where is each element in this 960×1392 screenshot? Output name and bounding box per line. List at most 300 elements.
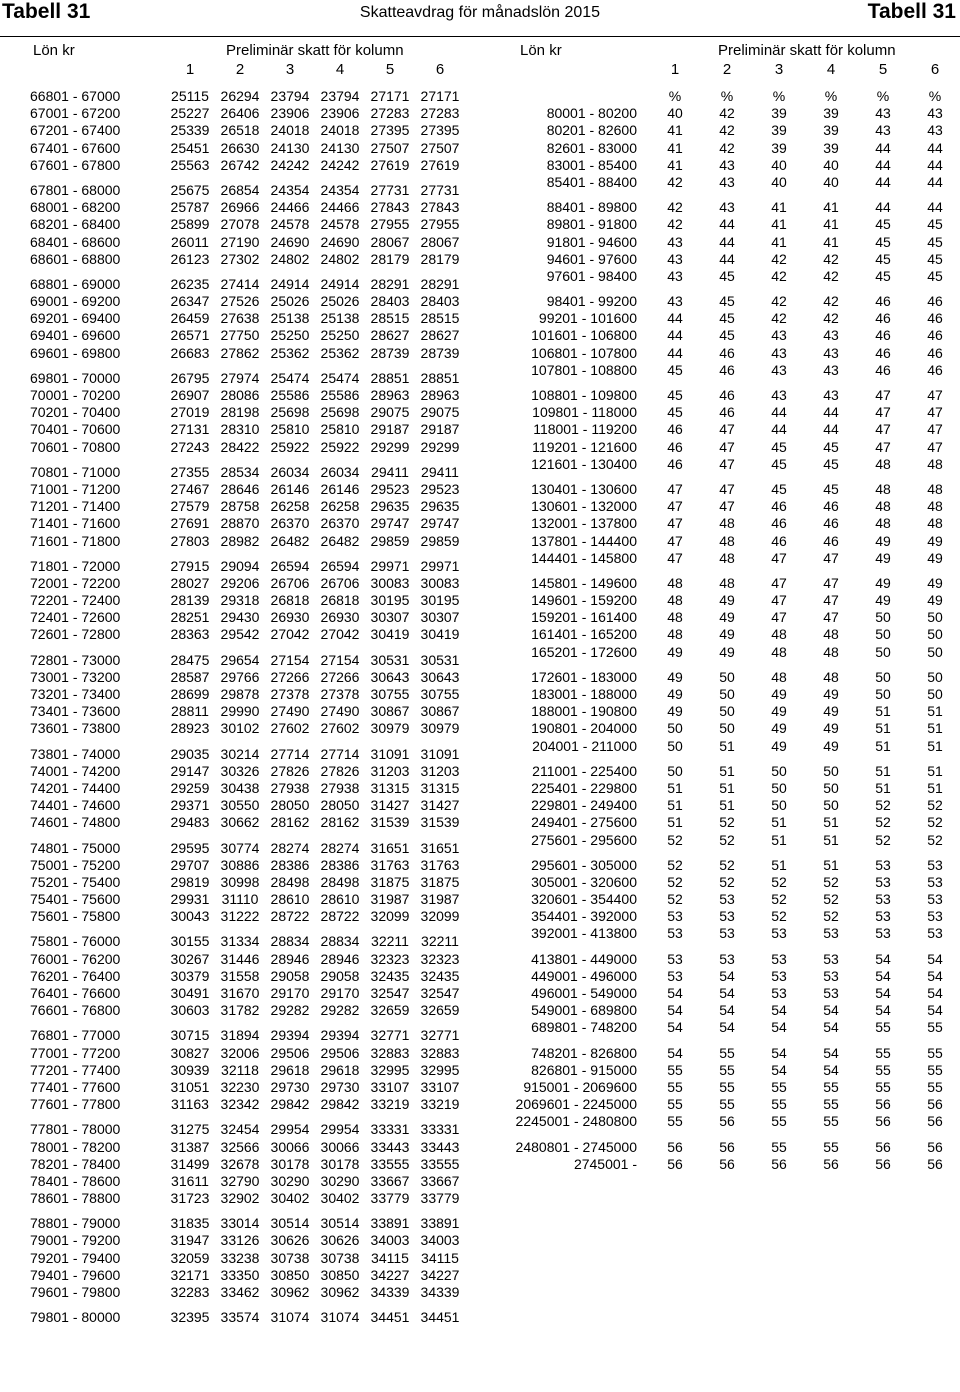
tax-cell: 46 <box>823 515 839 532</box>
salary-range: 70401 - 70600 <box>30 421 121 438</box>
salary-range: 144401 - 145800 <box>531 549 637 566</box>
table-row <box>480 362 960 379</box>
tax-cell: 32771 <box>420 1027 460 1044</box>
tax-cell: 30419 <box>370 626 410 643</box>
tax-cell: 25563 <box>170 156 210 173</box>
tax-cell: 49 <box>823 737 839 754</box>
table-row <box>0 327 480 344</box>
tax-cell: 25339 <box>170 122 210 139</box>
table-row <box>0 439 480 456</box>
salary-range: 70601 - 70800 <box>30 438 121 455</box>
salary-range: 413801 - 449000 <box>531 950 637 967</box>
salary-range: 83001 - 85400 <box>546 156 637 173</box>
tax-cell: 45 <box>719 293 735 310</box>
percent-sign: % <box>824 88 838 104</box>
tax-cell: 29654 <box>220 651 260 668</box>
tax-cell: 33667 <box>420 1172 460 1189</box>
tax-cell: 53 <box>927 856 943 873</box>
tax-cell: 27266 <box>270 668 310 685</box>
salary-range: 76601 - 76800 <box>30 1002 121 1019</box>
tax-cell: 34339 <box>370 1284 410 1300</box>
table-row <box>0 652 480 669</box>
table-row <box>480 439 960 456</box>
tax-cell: 27395 <box>420 122 460 139</box>
table-row <box>0 157 480 174</box>
tax-cell: 45 <box>667 361 683 378</box>
tax-cell: 27283 <box>370 105 410 122</box>
table-row <box>0 122 480 139</box>
tax-cell: 45 <box>927 233 943 250</box>
tax-cell: 56 <box>771 1155 787 1172</box>
tax-cell: 29075 <box>370 404 410 421</box>
tax-cell: 50 <box>667 720 683 737</box>
tax-cell: 54 <box>927 985 943 1001</box>
tax-cell: 48 <box>875 455 891 472</box>
table-row <box>0 840 480 857</box>
table-row <box>0 686 480 703</box>
tax-cell: 27955 <box>370 216 410 233</box>
tax-cell: 51 <box>927 779 943 796</box>
tax-cell: 30603 <box>170 1002 210 1019</box>
tax-cell: 32435 <box>420 967 460 984</box>
tax-cell: 32059 <box>170 1249 210 1266</box>
tax-cell: 41 <box>771 199 787 216</box>
tax-cell: 51 <box>667 779 683 796</box>
salary-range: 80201 - 82600 <box>546 122 637 139</box>
tax-cell: 45 <box>719 310 735 327</box>
table-row <box>0 1027 480 1044</box>
tax-cell: 25922 <box>320 438 360 455</box>
salary-range: 73401 - 73600 <box>30 703 121 720</box>
salary-range: 67201 - 67400 <box>30 122 121 139</box>
group-gap <box>480 191 960 199</box>
tax-cell: 26459 <box>170 310 210 327</box>
tax-cell: 48 <box>823 643 839 660</box>
table-row <box>0 481 480 498</box>
tax-cell: 26034 <box>320 463 360 480</box>
tax-cell: 42 <box>667 199 683 216</box>
tax-cell: 46 <box>771 532 787 549</box>
tax-cell: 55 <box>719 1044 735 1061</box>
tax-cell: 53 <box>771 925 787 942</box>
tax-cell: 54 <box>875 950 891 967</box>
tax-cell: 41 <box>823 216 839 233</box>
table-row <box>0 1284 480 1301</box>
group-gap <box>0 832 480 840</box>
tax-cell: 28627 <box>370 327 410 344</box>
tax-cell: 52 <box>719 873 735 890</box>
tax-cell: 30083 <box>370 574 410 591</box>
tax-cell: 31074 <box>270 1309 310 1326</box>
tax-cell: 27042 <box>270 626 310 643</box>
table-row <box>480 199 960 216</box>
tax-cell: 45 <box>771 480 787 497</box>
tax-cell: 28310 <box>220 421 260 438</box>
tax-cell: 26742 <box>220 156 260 173</box>
tax-cell: 31835 <box>170 1215 210 1232</box>
tax-cell: 31203 <box>370 762 410 779</box>
tax-cell: 42 <box>823 310 839 327</box>
tax-cell: 30514 <box>270 1215 310 1232</box>
tax-cell: 49 <box>927 549 943 566</box>
table-row <box>480 857 960 874</box>
tax-cell: 47 <box>719 455 735 472</box>
salary-range: 130401 - 130600 <box>531 480 637 497</box>
tax-cell: 46 <box>927 310 943 327</box>
tax-cell: 45 <box>823 480 839 497</box>
group-gap <box>480 755 960 763</box>
column-number: 4 <box>826 61 836 78</box>
tax-cell: 54 <box>667 985 683 1001</box>
tax-cell: 25922 <box>270 438 310 455</box>
tax-cell: 48 <box>875 480 891 497</box>
table-row <box>480 404 960 421</box>
tax-cell: 43 <box>927 105 943 122</box>
tax-cell: 31611 <box>171 1172 209 1189</box>
tax-cell: 54 <box>927 1002 943 1019</box>
table-row <box>480 763 960 780</box>
tax-cell: 40 <box>667 105 683 122</box>
tax-cell: 29394 <box>320 1027 360 1044</box>
tax-cell: 31275 <box>170 1121 210 1138</box>
tax-cell: 53 <box>823 950 839 967</box>
tax-cell: 30066 <box>320 1138 360 1155</box>
tax-cell: 26594 <box>320 557 360 574</box>
tax-cell: 53 <box>875 908 891 925</box>
table-row <box>480 951 960 968</box>
tax-cell: 29299 <box>370 438 410 455</box>
tax-cell: 28946 <box>320 950 360 967</box>
tax-cell: 29730 <box>270 1078 310 1095</box>
tax-cell: 28291 <box>420 275 460 292</box>
salary-range: 75601 - 75800 <box>30 908 121 925</box>
tax-cell: 49 <box>771 737 787 754</box>
tax-cell: 29595 <box>170 839 210 856</box>
tax-cell: 31723 <box>170 1190 210 1207</box>
tax-cell: 30738 <box>270 1249 310 1266</box>
table-row <box>480 644 960 661</box>
tax-cell: 28274 <box>270 839 310 856</box>
tax-cell: 51 <box>927 762 943 779</box>
left-tax-table <box>0 88 480 1326</box>
tax-cell: 45 <box>875 267 891 284</box>
tax-cell: 27638 <box>220 310 260 327</box>
tax-cell: 26123 <box>170 250 210 267</box>
salary-range: 165201 - 172600 <box>531 643 637 660</box>
tax-cell: 44 <box>875 139 891 156</box>
tax-cell: 33891 <box>420 1215 460 1232</box>
tax-cell: 29635 <box>420 498 460 515</box>
tax-cell: 31875 <box>370 873 410 890</box>
tax-cell: 27378 <box>320 686 360 702</box>
tax-cell: 41 <box>823 233 839 250</box>
tax-cell: 30195 <box>420 592 460 609</box>
tax-cell: 41 <box>771 216 787 233</box>
tax-cell: 47 <box>823 549 839 566</box>
salary-range: 2245001 - 2480800 <box>515 1113 637 1130</box>
tax-cell: 43 <box>823 361 839 378</box>
tax-cell: 26258 <box>270 498 310 515</box>
right-lonkr-header: Lön kr <box>520 42 562 59</box>
tax-cell: 31987 <box>370 891 410 908</box>
salary-range: 161401 - 165200 <box>531 626 637 643</box>
tax-cell: 27843 <box>420 199 460 216</box>
salary-range: 225401 - 229800 <box>531 779 637 796</box>
percent-sign: % <box>928 88 942 104</box>
tax-cell: 30267 <box>170 950 210 967</box>
tax-cell: 25474 <box>320 369 360 386</box>
table-row <box>0 234 480 251</box>
tax-cell: 47 <box>875 421 891 438</box>
tax-cell: 30738 <box>320 1249 360 1266</box>
tax-cell: 53 <box>719 891 735 908</box>
tax-cell: 30043 <box>170 908 210 925</box>
tax-cell: 50 <box>667 737 683 754</box>
tax-cell: 45 <box>927 216 943 233</box>
tax-cell: 25115 <box>171 88 209 104</box>
tax-cell: 31670 <box>220 985 260 1001</box>
tax-cell: 29094 <box>220 557 260 574</box>
table-row <box>480 481 960 498</box>
tax-cell: 26294 <box>220 88 260 104</box>
table-row <box>480 122 960 139</box>
tax-cell: 47 <box>927 438 943 455</box>
tax-cell: 30379 <box>170 967 210 984</box>
tax-cell: 30979 <box>370 720 410 737</box>
table-row <box>0 498 480 515</box>
table-row <box>0 404 480 421</box>
tax-cell: 49 <box>771 720 787 737</box>
tax-cell: 30643 <box>370 668 410 685</box>
tax-cell: 56 <box>719 1113 735 1130</box>
tax-cell: 25250 <box>320 327 360 344</box>
tax-cell: 42 <box>719 105 735 122</box>
salary-range: 77201 - 77400 <box>30 1061 121 1078</box>
tax-cell: 29282 <box>270 1002 310 1019</box>
tax-cell: 52 <box>927 797 943 814</box>
tax-cell: 32099 <box>370 908 410 925</box>
tax-cell: 49 <box>719 609 735 626</box>
tax-cell: 31763 <box>370 856 410 873</box>
right-tax-table <box>480 88 960 1173</box>
tax-cell: 29971 <box>370 557 410 574</box>
table-row <box>480 234 960 251</box>
tax-cell: 50 <box>719 668 735 685</box>
tax-cell: 51 <box>667 797 683 814</box>
tax-cell: 50 <box>875 626 891 643</box>
tax-cell: 51 <box>771 831 787 848</box>
tax-cell: 45 <box>875 233 891 250</box>
tax-cell: 27579 <box>170 498 210 515</box>
tax-cell: 46 <box>875 361 891 378</box>
tax-cell: 54 <box>771 1019 787 1036</box>
column-number: 1 <box>185 61 195 78</box>
salary-range: 101601 - 106800 <box>531 327 637 344</box>
tax-cell: 30083 <box>420 574 460 591</box>
table-row <box>480 925 960 942</box>
tax-cell: 43 <box>667 267 683 284</box>
table-row <box>0 1121 480 1138</box>
tax-cell: 30514 <box>320 1215 360 1232</box>
tax-cell: 34227 <box>370 1266 410 1283</box>
tax-cell: 46 <box>875 310 891 327</box>
table-row <box>0 345 480 362</box>
table-row <box>0 1309 480 1326</box>
tax-cell: 28179 <box>420 250 460 267</box>
tax-cell: 47 <box>875 387 891 403</box>
tax-cell: 45 <box>875 250 891 267</box>
tax-cell: 48 <box>927 498 943 515</box>
tax-cell: 49 <box>719 626 735 643</box>
tax-cell: 29747 <box>370 515 410 532</box>
tax-cell: 53 <box>667 908 683 925</box>
tax-cell: 45 <box>927 267 943 284</box>
tax-cell: 26907 <box>170 387 210 403</box>
tax-cell: 40 <box>823 156 839 173</box>
tax-cell: 42 <box>667 173 683 190</box>
tax-cell: 54 <box>823 1044 839 1061</box>
tax-cell: 44 <box>719 250 735 267</box>
table-row <box>0 891 480 908</box>
table-row <box>0 1250 480 1267</box>
tax-cell: 27955 <box>420 216 460 233</box>
tax-cell: 28722 <box>270 908 310 925</box>
tax-cell: 24354 <box>270 181 310 198</box>
group-gap <box>0 268 480 276</box>
tax-cell: 45 <box>823 438 839 455</box>
table-row <box>480 814 960 831</box>
tax-cell: 27395 <box>370 122 410 139</box>
tax-cell: 43 <box>771 387 787 403</box>
tax-cell: 30850 <box>270 1266 310 1283</box>
tax-cell: 32678 <box>220 1155 260 1172</box>
salary-range: 549001 - 689800 <box>531 1002 637 1019</box>
tax-cell: 53 <box>719 950 735 967</box>
tax-cell: 42 <box>771 267 787 284</box>
tax-cell: 46 <box>771 515 787 532</box>
tax-cell: 51 <box>719 779 735 796</box>
tax-cell: 33219 <box>420 1096 460 1113</box>
tax-cell: 50 <box>927 643 943 660</box>
tax-cell: 47 <box>667 549 683 566</box>
tax-cell: 45 <box>927 250 943 267</box>
salary-range: 76201 - 76400 <box>30 967 121 984</box>
salary-range: 70801 - 71000 <box>30 463 121 480</box>
tax-cell: 43 <box>875 105 891 122</box>
salary-range: 76801 - 77000 <box>30 1027 121 1044</box>
table-row <box>0 515 480 532</box>
tax-cell: 49 <box>823 686 839 702</box>
table-row <box>480 985 960 1002</box>
tax-cell: 28403 <box>420 293 460 310</box>
tax-cell: 27826 <box>270 762 310 779</box>
percent-row <box>480 88 960 105</box>
tax-cell: 26818 <box>320 592 360 609</box>
tax-cell: 30850 <box>320 1266 360 1283</box>
tax-cell: 30307 <box>420 609 460 626</box>
salary-range: 748201 - 826800 <box>531 1044 637 1061</box>
tax-cell: 33238 <box>220 1249 260 1266</box>
tax-cell: 30755 <box>370 686 410 702</box>
tax-cell: 50 <box>823 762 839 779</box>
group-gap <box>0 550 480 558</box>
tax-cell: 28627 <box>420 327 460 344</box>
tax-cell: 30939 <box>170 1061 210 1078</box>
tax-cell: 29747 <box>420 515 460 532</box>
table-row <box>0 387 480 404</box>
salary-range: 74001 - 74200 <box>30 762 121 779</box>
tax-cell: 28475 <box>170 651 210 668</box>
table-row <box>0 199 480 216</box>
tax-cell: 30419 <box>420 626 460 643</box>
tax-cell: 27042 <box>320 626 360 643</box>
tax-cell: 44 <box>719 233 735 250</box>
tax-cell: 55 <box>667 1078 683 1095</box>
tax-cell: 25227 <box>170 105 210 122</box>
tax-cell: 27019 <box>170 404 210 421</box>
tax-cell: 51 <box>875 720 891 737</box>
tax-cell: 43 <box>667 233 683 250</box>
tax-cell: 27131 <box>170 421 210 438</box>
tax-cell: 33126 <box>220 1232 260 1249</box>
tax-cell: 54 <box>719 1002 735 1019</box>
tax-cell: 50 <box>771 762 787 779</box>
tax-cell: 26011 <box>171 233 209 250</box>
tax-cell: 26630 <box>220 139 260 156</box>
tax-cell: 47 <box>667 480 683 497</box>
tax-cell: 31163 <box>171 1096 209 1113</box>
table-row <box>480 293 960 310</box>
tax-cell: 32995 <box>370 1061 410 1078</box>
salary-range: 149601 - 159200 <box>531 592 637 609</box>
tax-cell: 47 <box>719 498 735 515</box>
tax-cell: 51 <box>823 856 839 873</box>
tax-cell: 41 <box>771 233 787 250</box>
tax-cell: 31334 <box>220 933 260 950</box>
tax-cell: 31222 <box>220 908 260 925</box>
tax-cell: 39 <box>771 105 787 122</box>
tax-cell: 53 <box>875 891 891 908</box>
table-row <box>0 763 480 780</box>
tax-cell: 55 <box>875 1019 891 1036</box>
tax-cell: 47 <box>875 404 891 421</box>
tax-cell: 27414 <box>220 275 260 292</box>
tax-cell: 29035 <box>170 745 210 762</box>
salary-range: 73601 - 73800 <box>30 720 121 737</box>
table-row <box>480 832 960 849</box>
tax-cell: 32995 <box>420 1061 460 1078</box>
salary-range: 89801 - 91800 <box>546 216 637 233</box>
tax-cell: 51 <box>823 831 839 848</box>
table-row <box>480 387 960 404</box>
tax-cell: 51 <box>875 737 891 754</box>
tax-cell: 27714 <box>270 745 310 762</box>
tax-cell: 27714 <box>320 745 360 762</box>
salary-range: 320601 - 354400 <box>531 891 637 908</box>
tax-cell: 29990 <box>220 703 260 720</box>
tax-cell: 27467 <box>170 480 210 497</box>
tax-cell: 39 <box>771 139 787 156</box>
tax-cell: 27526 <box>220 293 260 310</box>
tax-cell: 49 <box>875 592 891 609</box>
salary-range: 82601 - 83000 <box>546 139 637 156</box>
tax-cell: 49 <box>927 574 943 591</box>
table-row <box>480 609 960 626</box>
table-row <box>480 216 960 233</box>
salary-range: 88401 - 89800 <box>546 199 637 216</box>
tax-cell: 30774 <box>220 839 260 856</box>
tax-cell: 42 <box>823 267 839 284</box>
